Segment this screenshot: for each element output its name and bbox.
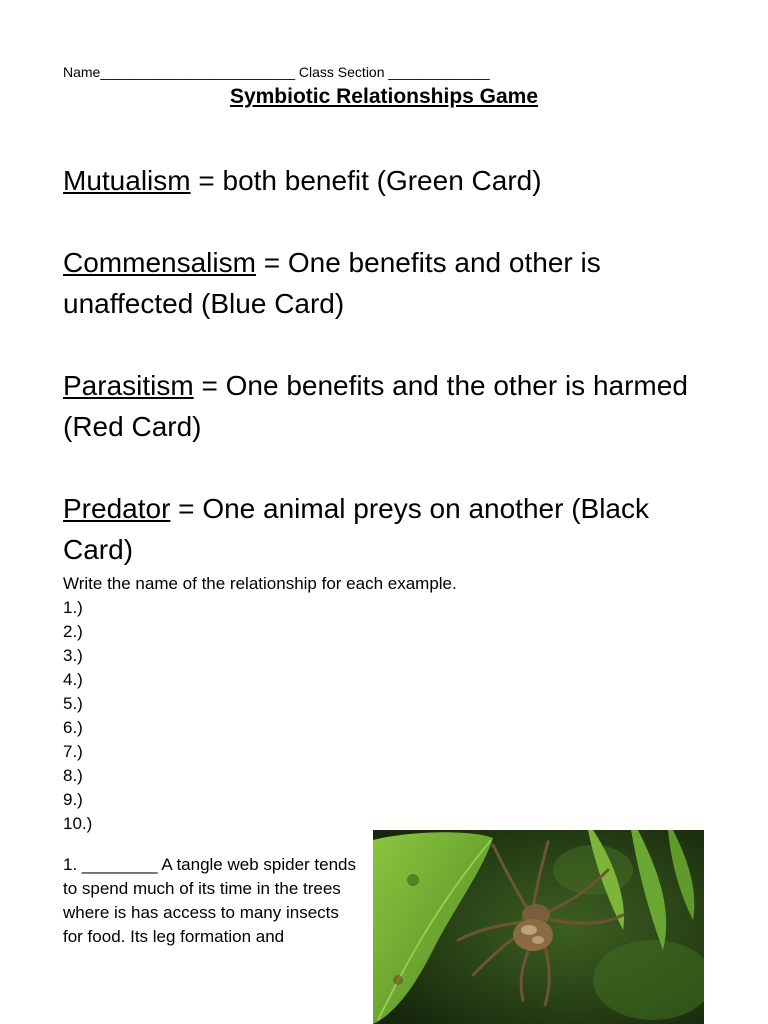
answer-list <box>63 596 457 836</box>
definitions <box>63 160 723 570</box>
answer-line: 1.) <box>63 598 83 617</box>
name-blank: _________________________ <box>100 64 296 80</box>
definition-predator <box>63 488 723 570</box>
term-parasitism: Parasitism <box>63 370 194 401</box>
term-mutualism: Mutualism <box>63 165 191 196</box>
name-label: Name <box>63 64 101 80</box>
answer-line: 7.) <box>63 742 83 761</box>
answer-line: 8.) <box>63 766 83 785</box>
answer-line: 10.) <box>63 814 93 833</box>
answer-line: 5.) <box>63 694 83 713</box>
definition-text: = One animal preys on another (Black Card) <box>63 493 649 565</box>
instructions-text: Write the name of the relationship for each example. <box>63 574 457 593</box>
spider-photo <box>373 830 704 1024</box>
class-section-blank: _____________ <box>388 64 490 80</box>
definition-text: = One benefits and other is unaffected (Blue Card) <box>63 247 601 319</box>
answer-line: 4.) <box>63 670 83 689</box>
header-line <box>63 64 490 80</box>
definition-commensalism <box>63 242 723 324</box>
definition-mutualism <box>63 160 723 201</box>
answer-line: 6.) <box>63 718 83 737</box>
term-commensalism: Commensalism <box>63 247 256 278</box>
answer-line: 9.) <box>63 790 83 809</box>
definition-text: = One benefits and the other is harmed (Red Card) <box>63 370 688 442</box>
instructions-block <box>63 572 457 836</box>
answer-line: 2.) <box>63 622 83 641</box>
term-predator: Predator <box>63 493 171 524</box>
page-title: Symbiotic Relationships Game <box>229 85 539 108</box>
example-1-text: 1. ________ A tangle web spider tends to spend much of its time in the trees where is has access to many insects for food. Its leg formation and <box>63 855 357 946</box>
definition-text: = both benefit (Green Card) <box>190 165 542 196</box>
class-section-label: Class Section <box>295 64 389 80</box>
answer-line: 3.) <box>63 646 83 665</box>
definition-parasitism <box>63 365 723 447</box>
